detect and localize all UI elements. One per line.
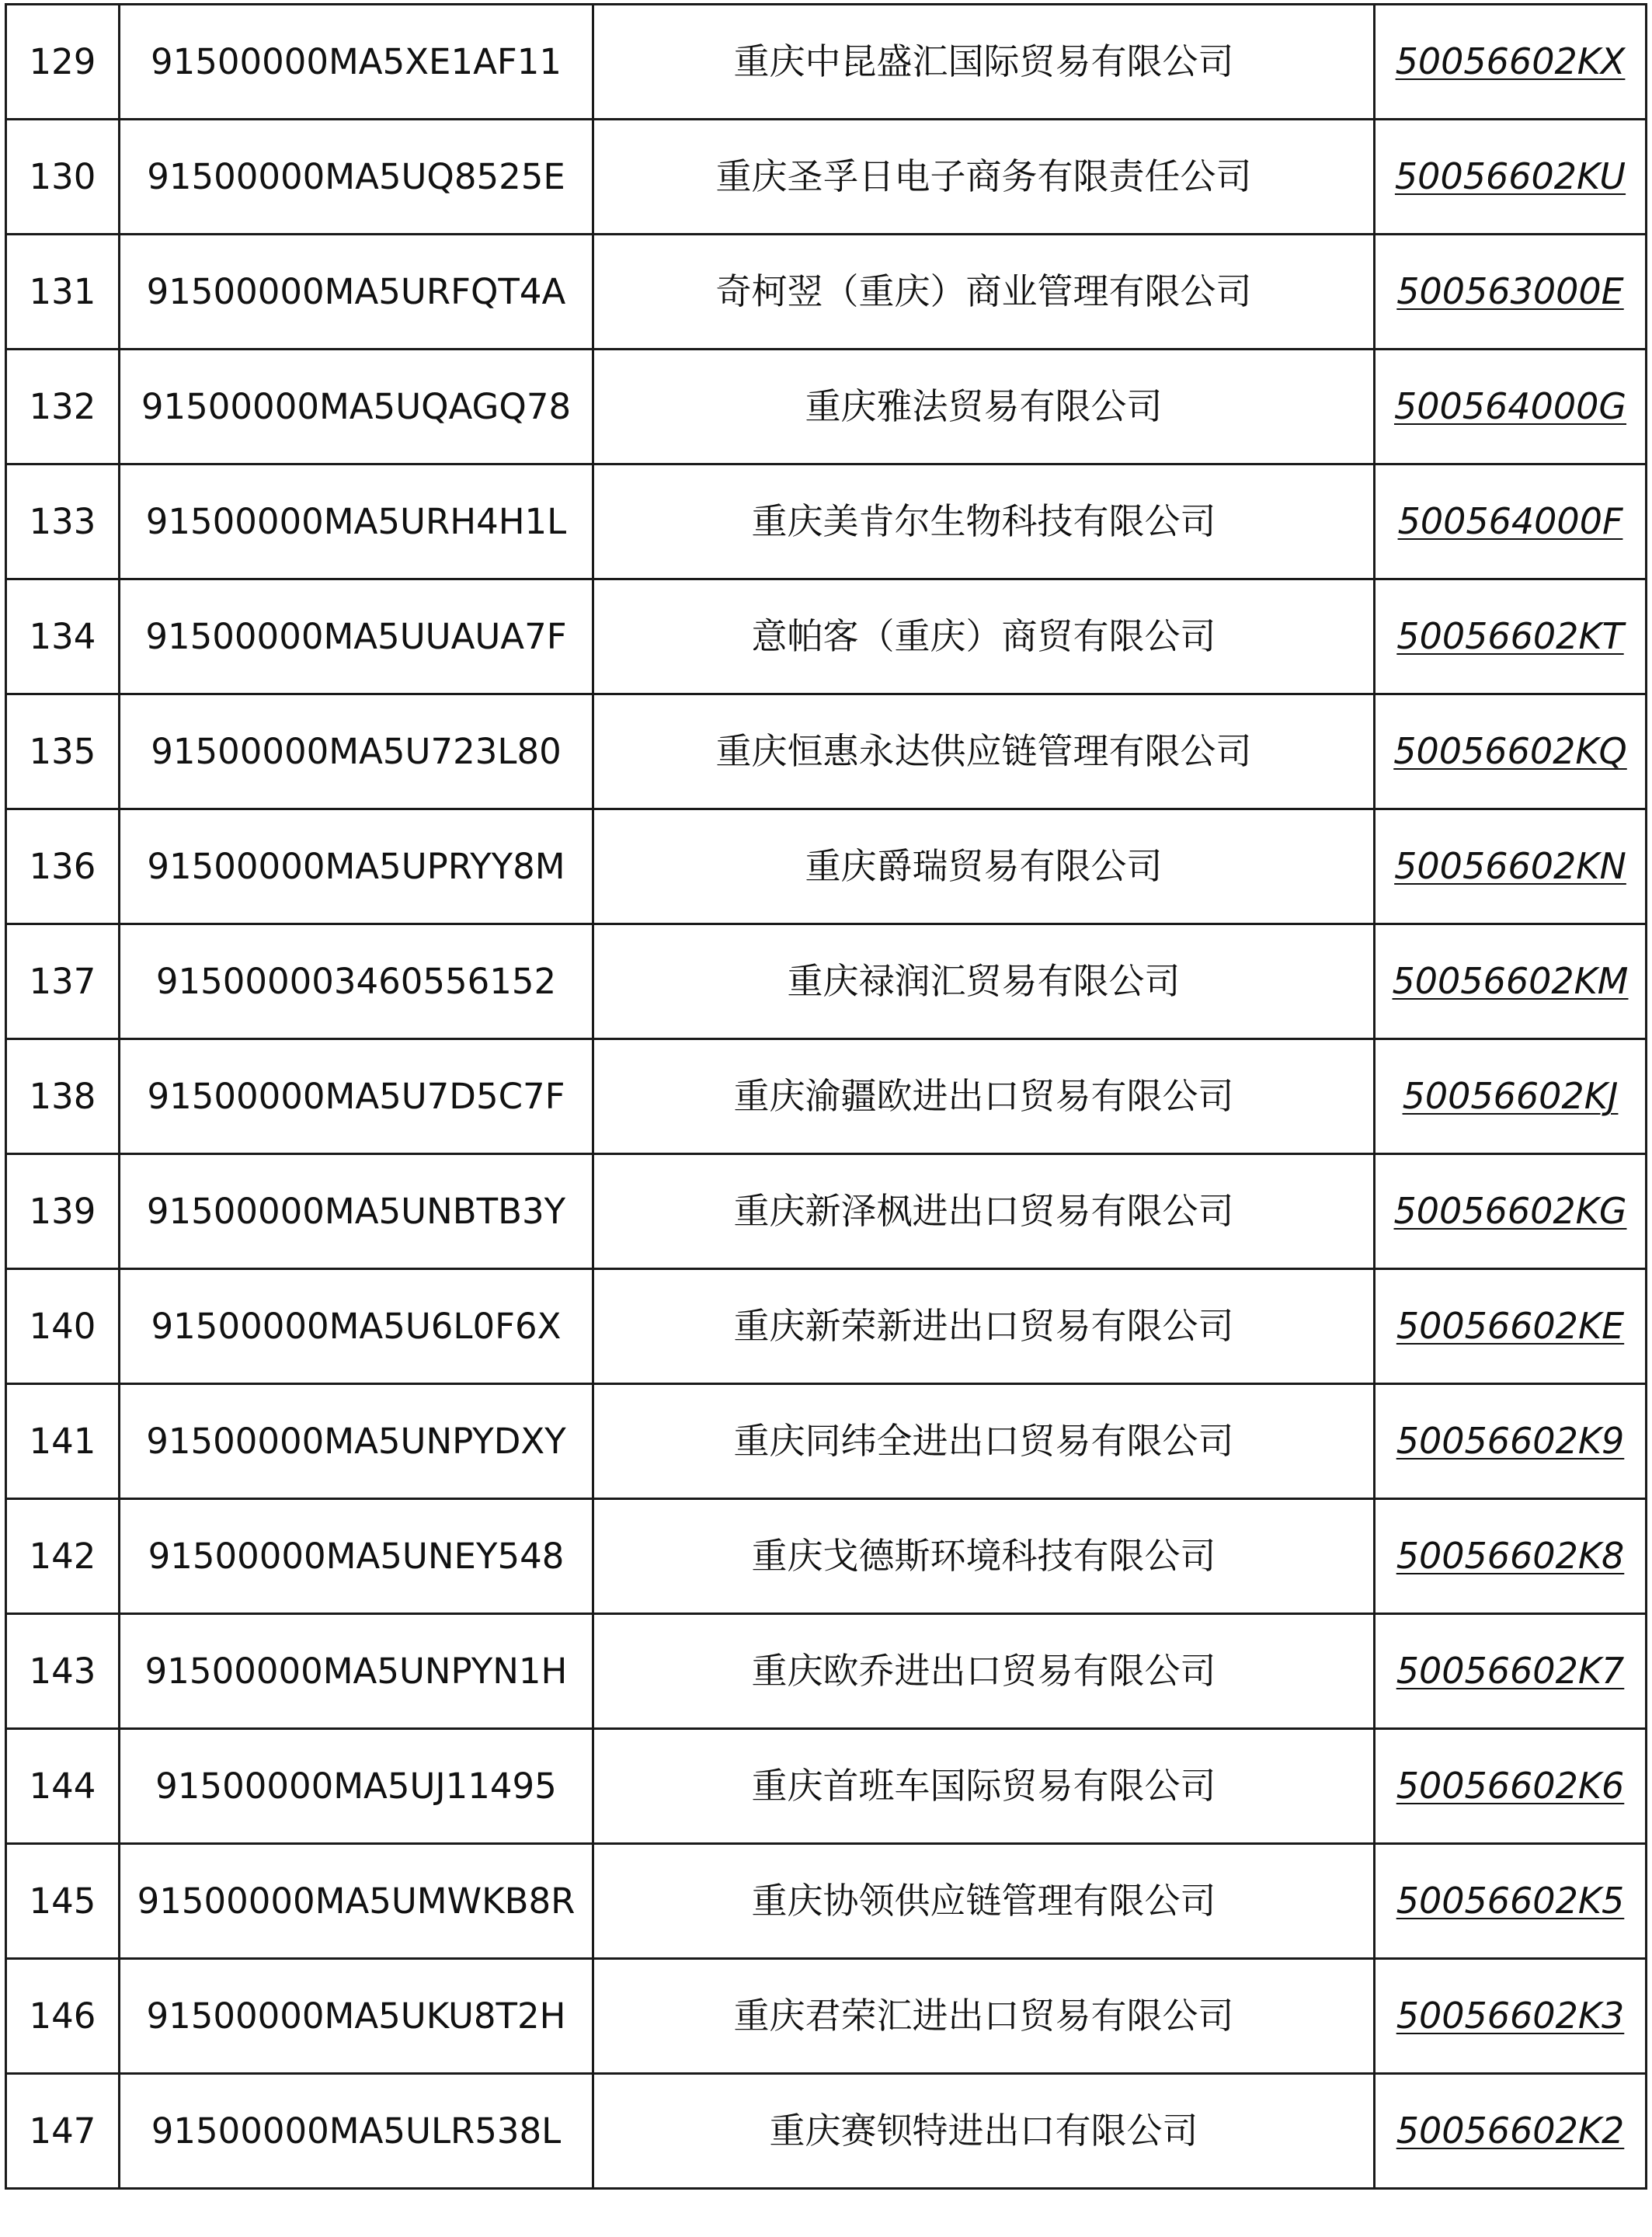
row-number-cell: 140 xyxy=(6,1269,120,1384)
company-name-cell: 重庆戈德斯环境科技有限公司 xyxy=(593,1499,1375,1614)
customs-code-link[interactable]: 50056602KT xyxy=(1396,615,1624,658)
company-name-cell: 重庆欧乔进出口贸易有限公司 xyxy=(593,1614,1375,1729)
credit-code-cell: 91500000MA5UKU8T2H xyxy=(120,1959,593,2074)
credit-code-cell: 91500000MA5UNPYN1H xyxy=(120,1614,593,1729)
row-number-cell: 134 xyxy=(6,579,120,694)
row-number-cell: 142 xyxy=(6,1499,120,1614)
customs-code-link[interactable]: 50056602KE xyxy=(1396,1305,1625,1348)
company-name-cell: 重庆美肯尔生物科技有限公司 xyxy=(593,464,1375,579)
table-row xyxy=(6,1959,1647,2074)
customs-code-link[interactable]: 50056602KX xyxy=(1395,40,1626,83)
customs-code-link[interactable]: 50056602KU xyxy=(1394,155,1626,198)
customs-code-link[interactable]: 500564000F xyxy=(1397,500,1623,543)
table-row xyxy=(6,694,1647,809)
customs-code-cell xyxy=(1375,120,1647,235)
row-number-cell: 147 xyxy=(6,2074,120,2189)
customs-code-link[interactable]: 50056602K5 xyxy=(1396,1880,1625,1922)
row-number-cell: 139 xyxy=(6,1154,120,1269)
company-name-cell: 重庆新泽枫进出口贸易有限公司 xyxy=(593,1154,1375,1269)
customs-code-cell xyxy=(1375,1844,1647,1959)
customs-code-cell xyxy=(1375,1384,1647,1499)
table-row xyxy=(6,1729,1647,1844)
credit-code-cell: 91500000MA5XE1AF11 xyxy=(120,5,593,120)
table-row xyxy=(6,579,1647,694)
credit-code-cell: 91500000MA5U7D5C7F xyxy=(120,1039,593,1154)
company-name-cell: 重庆渝疆欧进出口贸易有限公司 xyxy=(593,1039,1375,1154)
credit-code-cell: 91500000MA5UQ8525E xyxy=(120,120,593,235)
row-number-cell: 144 xyxy=(6,1729,120,1844)
row-number-cell: 137 xyxy=(6,924,120,1039)
customs-code-link[interactable]: 500564000G xyxy=(1393,385,1627,428)
row-number-cell: 132 xyxy=(6,350,120,464)
customs-code-link[interactable]: 50056602KG xyxy=(1393,1190,1627,1233)
customs-code-cell xyxy=(1375,924,1647,1039)
table-row xyxy=(6,924,1647,1039)
customs-code-link[interactable]: 50056602KN xyxy=(1394,845,1626,888)
customs-code-cell xyxy=(1375,1269,1647,1384)
customs-code-link[interactable]: 50056602KQ xyxy=(1393,730,1627,773)
registry-table-body xyxy=(6,5,1647,2189)
customs-code-link[interactable]: 500563000E xyxy=(1396,270,1624,313)
credit-code-cell: 91500000MA5U723L80 xyxy=(120,694,593,809)
table-row xyxy=(6,1269,1647,1384)
company-name-cell: 重庆协领供应链管理有限公司 xyxy=(593,1844,1375,1959)
row-number-cell: 129 xyxy=(6,5,120,120)
customs-code-link[interactable]: 50056602K8 xyxy=(1396,1535,1625,1578)
customs-code-link[interactable]: 50056602K3 xyxy=(1396,1995,1625,2037)
table-row xyxy=(6,120,1647,235)
customs-code-cell xyxy=(1375,235,1647,350)
table-row xyxy=(6,1384,1647,1499)
row-number-cell: 135 xyxy=(6,694,120,809)
table-row xyxy=(6,809,1647,924)
company-name-cell: 重庆赛钡特进出口有限公司 xyxy=(593,2074,1375,2189)
row-number-cell: 131 xyxy=(6,235,120,350)
credit-code-cell: 91500000MA5ULR538L xyxy=(120,2074,593,2189)
table-row xyxy=(6,235,1647,350)
customs-code-cell xyxy=(1375,1959,1647,2074)
company-name-cell: 重庆爵瑞贸易有限公司 xyxy=(593,809,1375,924)
customs-code-cell xyxy=(1375,579,1647,694)
table-row xyxy=(6,464,1647,579)
table-row xyxy=(6,1844,1647,1959)
customs-code-link[interactable]: 50056602KJ xyxy=(1402,1075,1619,1118)
company-name-cell: 重庆圣孚日电子商务有限责任公司 xyxy=(593,120,1375,235)
credit-code-cell: 915000003460556152 xyxy=(120,924,593,1039)
customs-code-cell xyxy=(1375,1039,1647,1154)
company-name-cell: 意帕客（重庆）商贸有限公司 xyxy=(593,579,1375,694)
company-name-cell: 重庆雅法贸易有限公司 xyxy=(593,350,1375,464)
company-registry-table xyxy=(5,3,1647,2190)
company-name-cell: 重庆新荣新进出口贸易有限公司 xyxy=(593,1269,1375,1384)
company-name-cell: 重庆君荣汇进出口贸易有限公司 xyxy=(593,1959,1375,2074)
company-name-cell: 重庆恒惠永达供应链管理有限公司 xyxy=(593,694,1375,809)
row-number-cell: 138 xyxy=(6,1039,120,1154)
customs-code-cell xyxy=(1375,694,1647,809)
customs-code-cell xyxy=(1375,5,1647,120)
credit-code-cell: 91500000MA5UMWKB8R xyxy=(120,1844,593,1959)
credit-code-cell: 91500000MA5UPRYY8M xyxy=(120,809,593,924)
table-row xyxy=(6,1614,1647,1729)
customs-code-link[interactable]: 50056602K7 xyxy=(1396,1650,1625,1693)
table-row xyxy=(6,1154,1647,1269)
credit-code-cell: 91500000MA5UUAUA7F xyxy=(120,579,593,694)
company-name-cell: 重庆中昆盛汇国际贸易有限公司 xyxy=(593,5,1375,120)
credit-code-cell: 91500000MA5URH4H1L xyxy=(120,464,593,579)
customs-code-link[interactable]: 50056602K6 xyxy=(1396,1765,1625,1807)
table-row xyxy=(6,350,1647,464)
row-number-cell: 136 xyxy=(6,809,120,924)
table-row xyxy=(6,2074,1647,2189)
table-row xyxy=(6,1499,1647,1614)
company-name-cell: 重庆禄润汇贸易有限公司 xyxy=(593,924,1375,1039)
row-number-cell: 145 xyxy=(6,1844,120,1959)
company-name-cell: 奇柯翌（重庆）商业管理有限公司 xyxy=(593,235,1375,350)
row-number-cell: 143 xyxy=(6,1614,120,1729)
row-number-cell: 146 xyxy=(6,1959,120,2074)
row-number-cell: 130 xyxy=(6,120,120,235)
customs-code-cell xyxy=(1375,1499,1647,1614)
credit-code-cell: 91500000MA5U6L0F6X xyxy=(120,1269,593,1384)
customs-code-link[interactable]: 50056602K9 xyxy=(1396,1420,1625,1463)
credit-code-cell: 91500000MA5UQAGQ78 xyxy=(120,350,593,464)
customs-code-cell xyxy=(1375,1729,1647,1844)
table-row xyxy=(6,1039,1647,1154)
customs-code-cell xyxy=(1375,2074,1647,2189)
customs-code-link[interactable]: 50056602K2 xyxy=(1396,2110,1625,2152)
credit-code-cell: 91500000MA5URFQT4A xyxy=(120,235,593,350)
customs-code-cell xyxy=(1375,1614,1647,1729)
customs-code-cell xyxy=(1375,350,1647,464)
credit-code-cell: 91500000MA5UNPYDXY xyxy=(120,1384,593,1499)
table-row xyxy=(6,5,1647,120)
customs-code-link[interactable]: 50056602KM xyxy=(1392,960,1629,1003)
customs-code-cell xyxy=(1375,1154,1647,1269)
company-name-cell: 重庆同纬全进出口贸易有限公司 xyxy=(593,1384,1375,1499)
credit-code-cell: 91500000MA5UNBTB3Y xyxy=(120,1154,593,1269)
customs-code-cell xyxy=(1375,464,1647,579)
credit-code-cell: 91500000MA5UNEY548 xyxy=(120,1499,593,1614)
customs-code-cell xyxy=(1375,809,1647,924)
row-number-cell: 141 xyxy=(6,1384,120,1499)
row-number-cell: 133 xyxy=(6,464,120,579)
credit-code-cell: 91500000MA5UJ11495 xyxy=(120,1729,593,1844)
company-name-cell: 重庆首班车国际贸易有限公司 xyxy=(593,1729,1375,1844)
